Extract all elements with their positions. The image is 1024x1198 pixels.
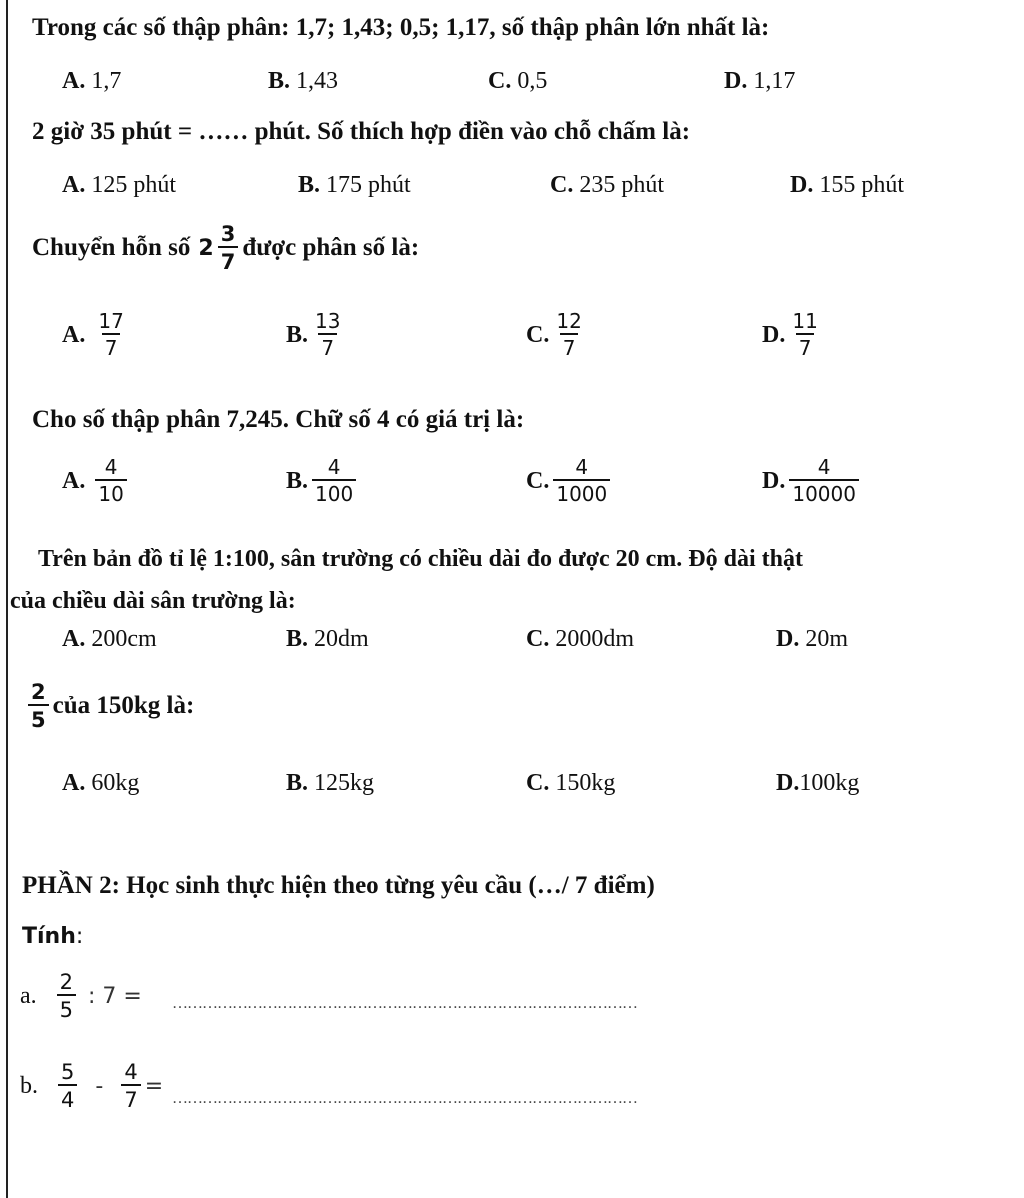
tinh-label: Tính: <box>22 924 84 949</box>
q4-text: Cho số thập phân 7,245. Chữ số 4 có giá trị là: <box>32 406 525 433</box>
q4-option-a[interactable]: A. $\frac{4}{10}$ <box>62 456 131 506</box>
q1-option-c[interactable]: C. 0,5 <box>488 68 548 94</box>
q3-fraction: $\frac{3}{7}$ <box>218 222 239 274</box>
q1-option-a[interactable]: A. 1,7 <box>62 68 122 94</box>
q4-option-b[interactable]: B. $\frac{4}{100}$ <box>286 456 360 506</box>
q5-option-b[interactable]: B. 20dm <box>286 626 369 652</box>
q4-option-d[interactable]: D. $\frac{4}{10000}$ <box>762 456 863 506</box>
q6-option-b[interactable]: B. 125kg <box>286 770 375 796</box>
q5-text-line2: của chiều dài sân trường là: <box>10 588 296 614</box>
q2-option-a[interactable]: A. 125 phút <box>62 172 177 198</box>
calc-b-fraction-1: $\frac{5}{4}$ <box>58 1060 77 1112</box>
q1-option-d[interactable]: D. 1,17 <box>724 68 796 94</box>
q3-text: Chuyển hỗn số 2 $\frac{3}{7}$ được phân số là: <box>32 222 420 275</box>
q2-option-b[interactable]: B. 175 phút <box>298 172 411 198</box>
calc-a-answer-line[interactable]: ………………………………………………………………………………… <box>172 995 637 1012</box>
q1-option-b[interactable]: B. 1,43 <box>268 68 339 94</box>
q2-option-c[interactable]: C. 235 phút <box>550 172 665 198</box>
q6-option-c[interactable]: C. 150kg <box>526 770 616 796</box>
q6-text: $\frac{2}{5}$ của 150kg là: <box>24 680 194 732</box>
q6-fraction: $\frac{2}{5}$ <box>28 680 49 732</box>
q2-text: 2 giờ 35 phút = …… phút. Số thích hợp điền vào chỗ chấm là: <box>32 118 691 145</box>
q3-option-c[interactable]: C. $\frac{12}{7}$ <box>526 309 582 360</box>
calc-b: b. $\frac{5}{4}$ - $\frac{4}{7}$ = <box>20 1060 164 1113</box>
q2-option-d[interactable]: D. 155 phút <box>790 172 905 198</box>
q5-option-a[interactable]: A. 200cm <box>62 626 157 652</box>
q1-text: Trong các số thập phân: 1,7; 1,43; 0,5; 1,17, số thập phân lớn nhất là: <box>32 14 770 41</box>
q5-text-line1: Trên bản đồ tỉ lệ 1:100, sân trường có chiều dài đo được 20 cm. Độ dài thật <box>38 546 803 572</box>
q6-option-d[interactable]: D.100kg <box>776 770 860 796</box>
q5-option-d[interactable]: D. 20m <box>776 626 849 652</box>
calc-a-fraction: $\frac{2}{5}$ <box>57 970 76 1022</box>
calc-b-fraction-2: $\frac{4}{7}$ <box>121 1060 140 1112</box>
calc-b-answer-line[interactable]: ………………………………………………………………………………… <box>172 1090 637 1107</box>
q3-option-d[interactable]: D. $\frac{11}{7}$ <box>762 309 818 360</box>
q5-option-c[interactable]: C. 2000dm <box>526 626 635 652</box>
q3-option-b[interactable]: B. $\frac{13}{7}$ <box>286 309 341 360</box>
part2-heading: PHẦN 2: Học sinh thực hiện theo từng yêu cầu (…/ 7 điểm) <box>22 872 655 899</box>
q3-option-a[interactable]: A. $\frac{17}{7}$ <box>62 309 124 360</box>
q6-option-a[interactable]: A. 60kg <box>62 770 140 796</box>
calc-a: a. $\frac{2}{5}$ : 7 = <box>20 970 142 1023</box>
q3-whole: 2 <box>198 235 214 261</box>
q4-option-c[interactable]: C. $\frac{4}{1000}$ <box>526 456 614 506</box>
